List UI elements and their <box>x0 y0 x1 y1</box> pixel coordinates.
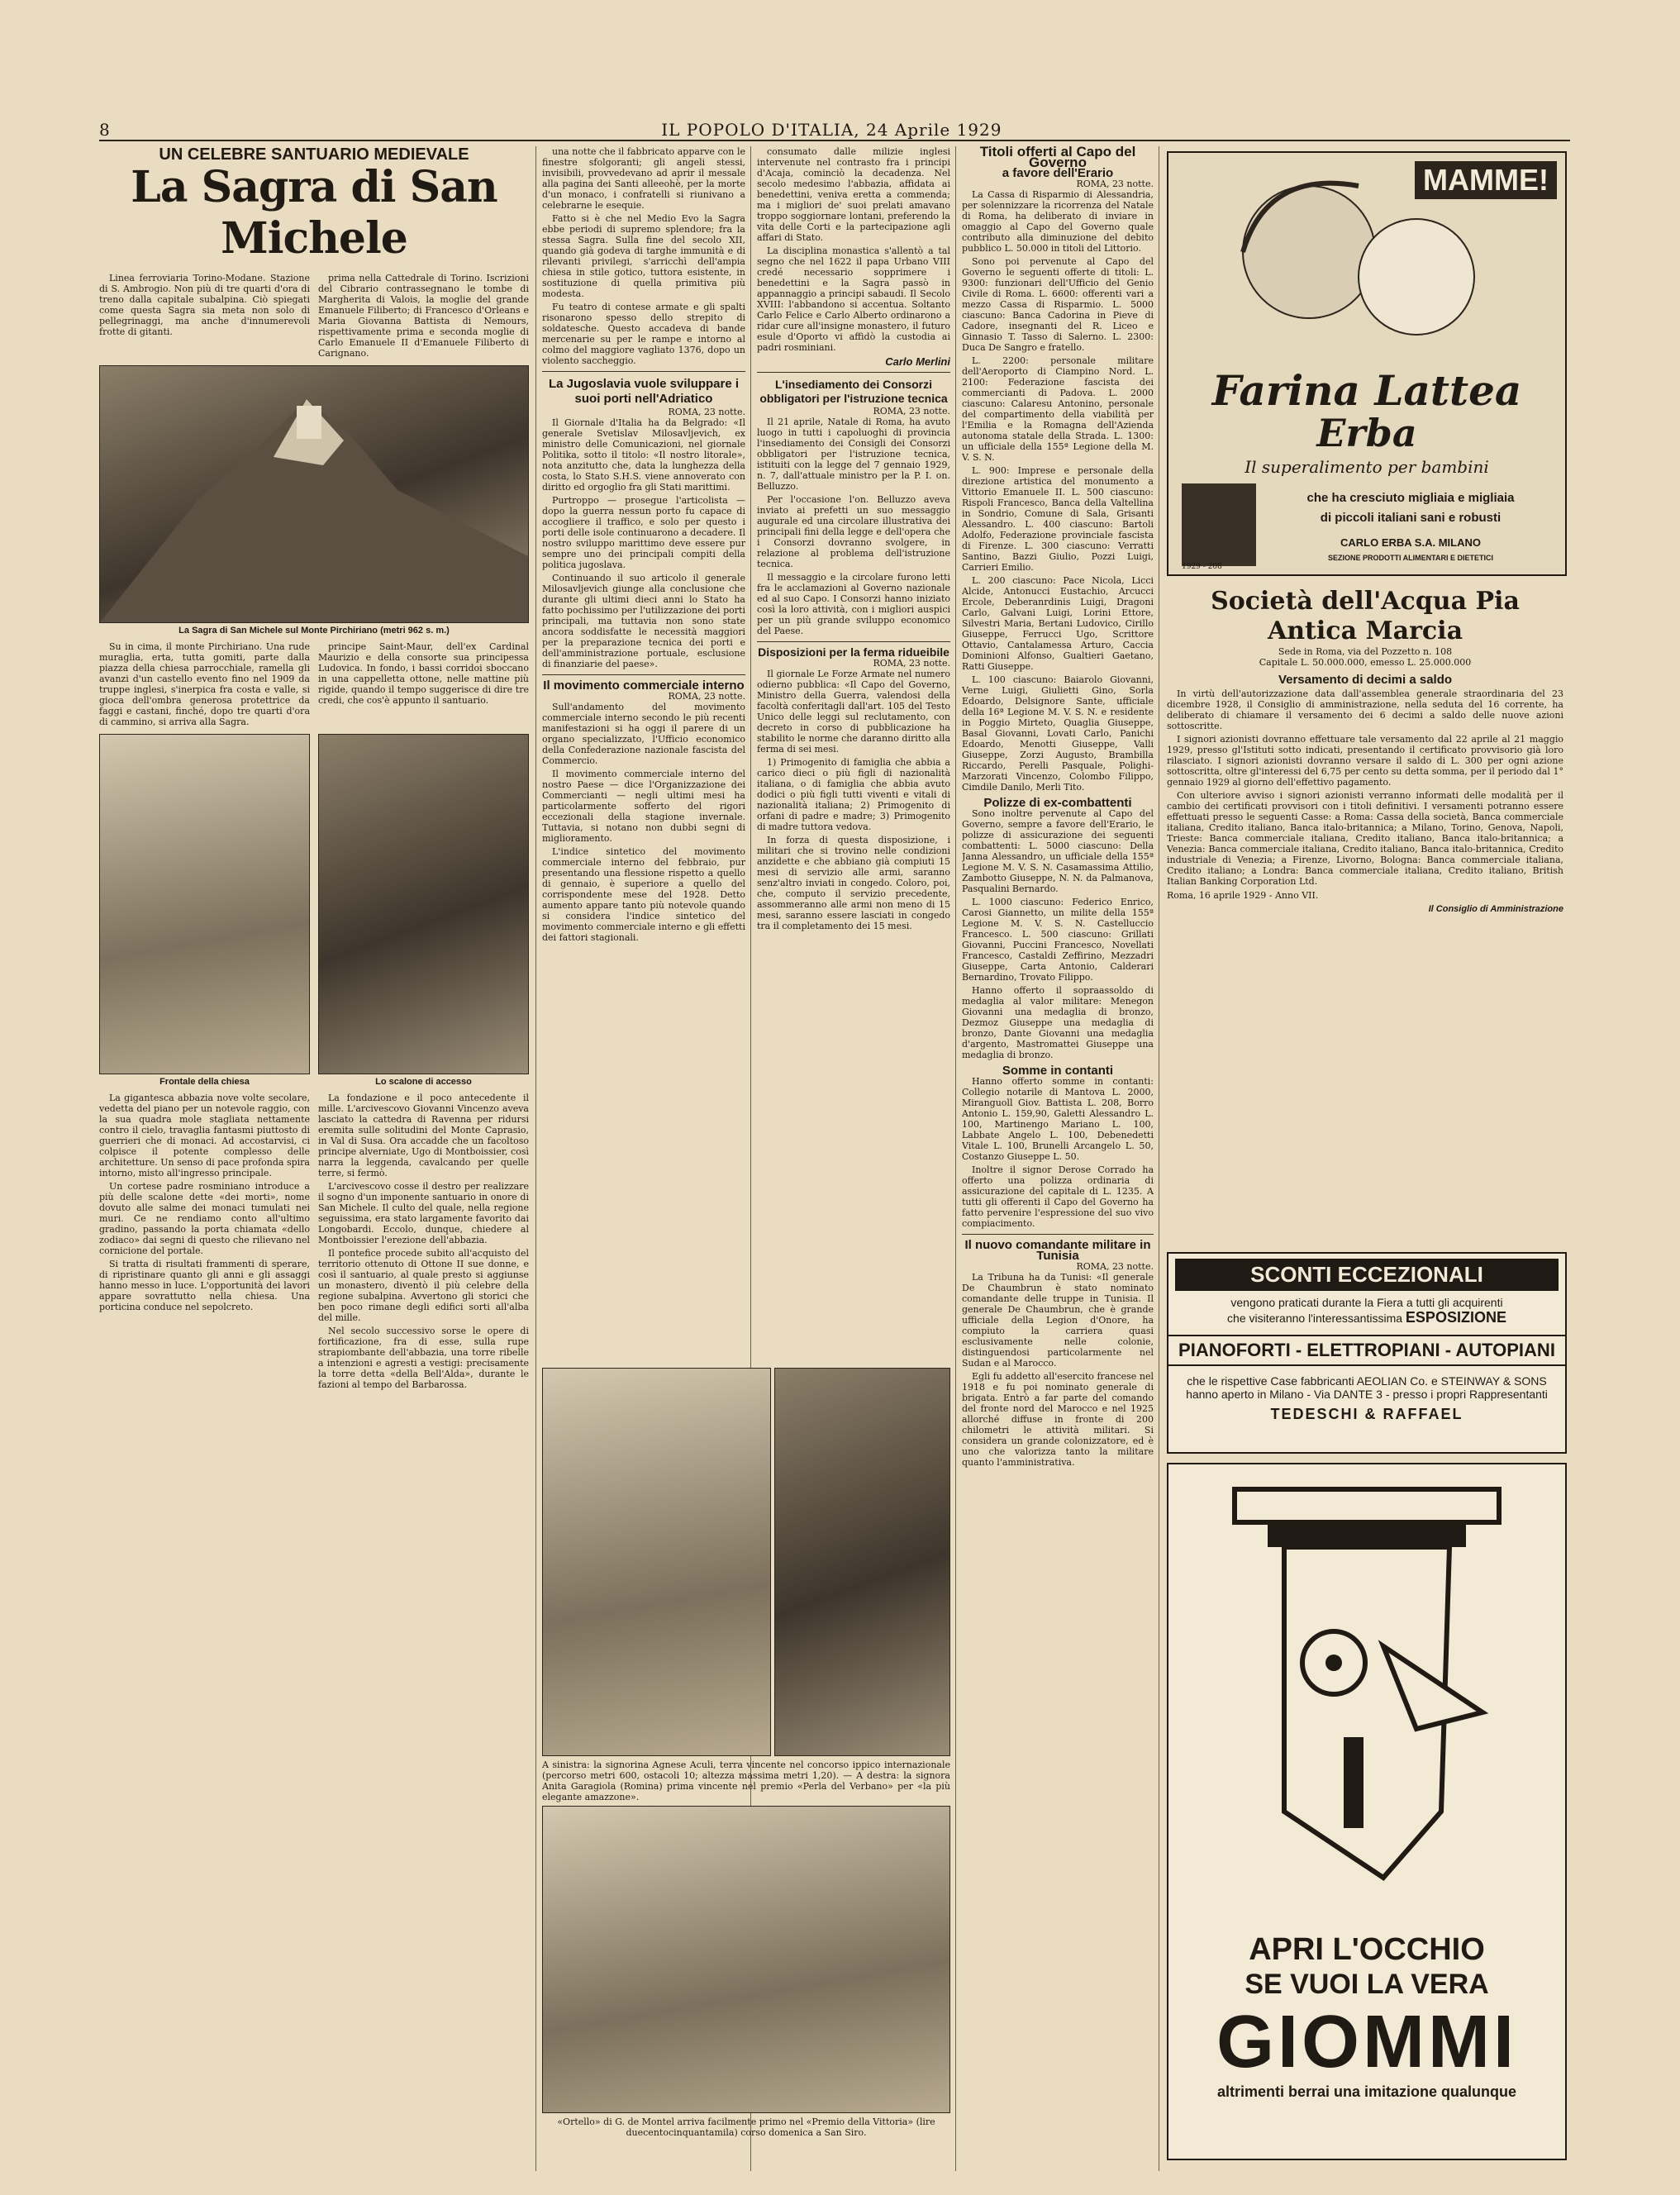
acqua-date: Roma, 16 aprile 1929 - Anno VII. <box>1167 890 1319 901</box>
polizze-text: Sono inoltre pervenute al Capo del Governo, sempre a favore dell'Erario, le polizze di assicurazione dei seguenti combattenti: L. 5000 ciascuno: Della Janna Alessandro, un ufficiale della 155ª Legione M. V. S. N. Casamassima Attilio, Zambotto Giuseppe, N. N. da Palmanova, Pasqualini Bernardo. <box>962 808 1154 894</box>
movimento-text: L'indice sintetico del movimento commerciale interno del febbraio, pur presentando una flessione rispetto a quello di gennaio, è superiore a quello del corrispondente mese del 1928. Detto aumento appare tanto più notevole quando si considera l'indice sintetico del movimento commerciale interno e gli effetti dei fattori stagionali. <box>542 846 745 943</box>
giommi-line: APRI L'OCCHIO <box>1249 1932 1485 1967</box>
titoli-text: L. 100 ciascuno: Baiarolo Giovanni, Verne Luigi, Giulietti Gino, Sorla Edoardo, Delsignore Sante, ufficiale della 16ª Legione M. V. S. N. e residente in Poggio Mirteto, Quaglia Giuseppe, Basal Giovanni, Lovati Carlo, Panichi Edoardo, Menotti Giuseppe, Valli Giuseppe, Zorzi Augusto, Brambilla Riccardo, Perelli Pasquale, Polighi-Marzorati Vincenzo, Colombo Filippo, Cimdile Danilo, Merli Tito. <box>962 674 1154 793</box>
somme-text: Hanno offerto somme in contanti: Collegio notarile di Mantova L. 2000, Miranguoll Giov. Battista L. 208, Borro Antonio L. 159,90, Galetti Alessandro L. 100, Martinengo Mariano L. 100, Labbate Angelo L. 100, Debenedetti Vitale L. 100, Brunelli Arcangelo L. 50, Costanzo Giuseppe L. 50. <box>962 1076 1154 1162</box>
sconti-line: vengono praticati durante la Fiera a tutti gli acquirenti <box>1230 1296 1503 1309</box>
page-number: 8 <box>99 120 110 140</box>
movimento-text: Sull'andamento del movimento commerciale interno secondo le più recenti manifestazioni si ha oggi il parere di un organo specializzato, l'Ufficio economico della Confederazione nazionale fascista del Commercio. <box>542 702 745 766</box>
photo-caption: «Ortello» di G. de Montel arriva facilmente primo nel «Premio della Vittoria» (lire duecentocinquantamila) corso domenica a San Siro. <box>557 2116 935 2138</box>
sconti-products: PIANOFORTI - ELETTROPIANI - AUTOPIANI <box>1168 1335 1565 1366</box>
ad-code: 1929 - 208 <box>1182 563 1222 571</box>
sconti-expo: ESPOSIZIONE <box>1405 1309 1506 1326</box>
sagra-byline: Carlo Merlini <box>885 355 950 368</box>
product-tin <box>1182 483 1256 566</box>
sagra-caption-main: La Sagra di San Michele sul Monte Pirchiriano (metri 962 s. m.) <box>178 626 450 636</box>
horse-jump-photo <box>542 1368 771 1756</box>
acqua-text: Con ulteriore avviso i signori azionisti verranno informati delle modalità per il cambio dei certificati provvisori con i titoli definitivi. I versamenti potranno essere effettuati presso le seguenti Casse: a Roma: Cassa della società, Banca commerciale italiana, Credito italiano, Banca italo-britannica; a Milano, Torino, Genova, Napoli, Trieste: Banca commerciale italiana, Credito italiano, Banca italo-britannica; a Venezia: Banca commerciale italiana, Credito italiano, Banca italo-britannica, Credito industriale di Venezia; a Firenze, Livorno, Bologna: Banca commerciale italiana, Credito italiano; a Londra: Banca commerciale italiana, Credito italiano, British Italian Banking Corporation Ltd. <box>1167 790 1563 887</box>
dateline: ROMA, 23 notte. <box>873 406 950 417</box>
ad-slogan: Il superalimento per bambini <box>1245 457 1489 477</box>
jugoslavia-text: Continuando il suo articolo il generale Milosavljevich giunge alla conclusione che durante gli ultimi dieci anni lo Stato ha fatto pochissimo per l'utilizzazione dei porti principali, ma tuttavia non sono state ancora soddisfatte le necessità maggiori per la preparazione tecnica dei porti e dell'amministrazione portuale, esclusione di finanziarie del paese». <box>542 573 745 669</box>
jugoslavia-text: Purtroppo — prosegue l'articolista — dopo la guerra nessun porto fu capace di accogliere il traffico, e solo per questo i porti delle isole continuarono a decadere. Il nostro sviluppo marittimo deve essere pur sempre uno dei principali compiti della politica jugoslava. <box>542 495 745 570</box>
sconti-line: che visiteranno l'interessantissima <box>1227 1312 1403 1325</box>
dateline: ROMA, 23 notte. <box>1076 179 1154 189</box>
sagra-text: Si tratta di risultati frammenti di sperare, di ripristinare quanto gli anni e gli assaggi hanno messo in luce. L'opportunità dei lavori appare sovrattutto nella chiesa. Una porticina conduce nel sepolcreto. <box>99 1259 310 1312</box>
giommi-ad <box>1167 1463 1567 2160</box>
polizze-headline: Polizze di ex-combattenti <box>983 796 1132 810</box>
photo-caption: Lo scalone di accesso <box>375 1077 472 1087</box>
somme-text: Inoltre il signor Derose Corrado ha offerto una polizza ordinaria di assicurazione del capitale di L. 1235. A tutti gli offerenti il Capo del Governo ha fatto pervenire l'espressione del suo vivo compiacimento. <box>962 1164 1154 1229</box>
ferma-text: 1) Primogenito di famiglia che abbia a carico dieci o più figli di nazionalità italiana, o di famiglia che abbia avuto dodici o più figli tutti viventi e vitali di nazionalità italiana; 2) Primogenito di orfani di padre e madre; 3) Primogenito di madre tuttora vedova. <box>757 757 950 832</box>
sagra-text: principe Saint-Maur, dell'ex Cardinal Maurizio e della consorte sua principessa Ludovica. In fondo, i bassi corridoi sboccano in una cappelletta ottone, nelle mattine più rigide, quando il tempo suggerisce di dire tre credi, che cos'è appunto il santuario. <box>318 641 529 706</box>
ferma-headline: Disposizioni per la ferma ridueibile <box>758 645 949 659</box>
mountain-illustration <box>100 366 528 622</box>
movimento-text: Il movimento commerciale interno del nostro Paese — dice l'Organizzazione dei Commercianti — negli ultimi mesi ha particolarmente sofferto del rigori eccezionali della stagione invernale. Tuttavia, si notano non dubbi segni di miglioramento. <box>542 769 745 844</box>
newspaper-page <box>99 103 1570 2178</box>
acqua-text: In virtù dell'autorizzazione data dall'assemblea generale straordinaria del 23 dicembre 1928, il Consiglio di amministrazione, nella seduta del 16 corrente, ha deliberato di chiamare il versamento dei 6 decimi a saldo delle nuove azioni sottoscritte. <box>1167 688 1563 731</box>
sagra-text: prima nella Cattedrale di Torino. Iscrizioni del Cibrario contrassegnano le tombe di Margherita di Valois, la moglie del grande Emanuele Filiberto; di Francesco d'Orleans e Maria Giovanna Battista di Nemours, rispettivamente prima e seconda moglie di Carlo Emanuele II d'Emanuele Filiberto di Carignano. <box>318 273 529 359</box>
column-4 <box>757 146 950 1361</box>
giommi-brand: GIOMMI <box>1216 2001 1517 2083</box>
acqua-subhead: Versamento di decimi a saldo <box>1278 673 1453 687</box>
sconti-ad <box>1167 1252 1567 1454</box>
scalone-photo <box>318 734 529 1074</box>
brand-erba: Erba <box>1316 411 1417 455</box>
sagra-text: La fondazione e il poco antecedente il mille. L'arcivescovo Giovanni Vincenzo aveva lasciato la cattedra di Ravenna per ridursi eremita sulle solitudini del Monte Caprasio, in Val di Susa. Ora accadde che un facoltoso principe alverniate, Ugo di Montboissier, così narra la leggenda, cavalcando per quelle terre, si fermò. <box>318 1093 529 1178</box>
sagra-text: Su in cima, il monte Pirchiriano. Una rude muraglia, erta, tutta gomiti, parte dalla piazza della chiesa parrocchiale, ramella gli avanzi d'un castello evento fino nel 1909 da truppe inglesi, s'inerpica fra costa e valle, si gioca dell'ombra generosa protettrice da faggi e castani, finché, dopo tre quarti d'ora di cammino, si arriva alla Sagra. <box>99 641 310 727</box>
dateline: ROMA, 23 notte. <box>873 658 950 669</box>
titoli-subhead: a favore dell'Erario <box>1002 166 1114 180</box>
photo-caption: A sinistra: la signorina Agnese Aculi, terra vincente nel concorso ippico internazionale (percorso metri 600, ostacoli 10; altezza massima metri 1,20). — A destra: la signora Anita Garagiola (Romina) prima vincente nel premio «Perla del Verbano» per «la più elegante amazzone». <box>542 1759 950 1802</box>
consorzi-text: Il messaggio e la circolare furono letti fra le acclamazioni al Governo nazionale ed al suo Capo. I Consorzi hanno iniziato così la loro attività, con i migliori auspici per un più grande sviluppo economico del Paese. <box>757 572 950 636</box>
ad-line: di piccoli italiani sani e robusti <box>1320 511 1502 525</box>
sagra-monte-photo <box>99 365 529 623</box>
giommi-line: altrimenti berrai una imitazione qualunque <box>1216 2083 1517 2100</box>
consorzi-text: Per l'occasione l'on. Belluzzo aveva inviato ai prefetti un suo messaggio augurale ed una circolare illustrativa dei principali fini della legge e dell'opera che i Consorzi dovranno svolgere, in relazione al problema dell'istruzione tecnica. <box>757 494 950 569</box>
titoli-text: Sono poi pervenute al Capo del Governo le seguenti offerte di titoli: L. 9300: funzionari dell'Ufficio del Genio Civile di Roma. L. 6600: offerenti vari a mezzo Cassa di Risparmio. L. 5000 ciascuno: Banca Cadorina in Pieve di Cadore, insegnanti del R. Liceo e Ginnasio T. Tasso di Salerno. L. 2300: Duca De Sangro e fratello. <box>962 256 1154 353</box>
horse-photos <box>542 1368 950 2161</box>
frontale-chiesa-photo <box>99 734 310 1074</box>
sagra-text: Fatto si è che nel Medio Evo la Sagra ebbe periodi di supremo splendore; fra la stessa Sagra. Sulla fine del secolo XII, quando già godeva di targhe immunità e di rilevanti privilegi, s'arricchì dell'ampia chiesa in stile gotico, tuttora esistente, in sostituzione di quella primitiva più modesta. <box>542 213 745 299</box>
acqua-headline: Società dell'Acqua Pia Antica Marcia <box>1211 587 1520 645</box>
sagra-text: Un cortese padre rosminiano introduce a più delle scalone dette «dei morti», nome dovuto alle salme dei monaci tumulati nei muri. Ce ne rendiamo conto all'ultimo gradino, passando la porta chiamata «dello zodiaco» dai segni di questo che rilievano nel cornicione del portale. <box>99 1181 310 1256</box>
newspaper-title: IL POPOLO D'ITALIA, 24 Aprile 1929 <box>661 120 1002 140</box>
sagra-text: Il pontefice procede subito all'acquisto del territorio ottenuto di Ottone II sue donne, e così il santuario, al quale presto si aggiunse un monastero, diventò il più celebre della regione subalpina. Avvertono gli storici che ben poco rimane degli edifici sorti all'alba del mille. <box>318 1248 529 1323</box>
ad-line: che ha cresciuto migliaia e migliaia <box>1306 491 1515 505</box>
jugoslavia-text: Il Giornale d'Italia ha da Belgrado: «Il generale Svetislav Milosavljevich, ex ministro delle Comunicazioni, nel giornale Politika, sotto il titolo: «Il nostro litorale», nota anzitutto che, data la lunghezza della costa, lo Stato S.H.S. viene annoverato con diritto ed orgoglio fra gli Stati marittimi. <box>542 417 745 493</box>
mother-child-illustration <box>1168 153 1565 368</box>
jugoslavia-headline: La Jugoslavia vuole sviluppare i suoi porti nell'Adriatico <box>548 377 740 406</box>
sagra-text: Fu teatro di contese armate e gli spalti risonarono spesso dello strepito di soldatesche. Questo accadeva di bande mercenarie su per le rampe e intorno al colmo del maggiore vagliato 1376, dopo un violento saccheggio. <box>542 302 745 366</box>
polizze-text: Hanno offerto il sopraassoldo di medaglia al valor militare: Menegon Giovanni una medaglia di bronzo, Dezmoz Giuseppe una medaglia di bronzo, Dante Giovanni una medaglia d'argento, Mastromattei Giuseppe una medaglia di bronzo. <box>962 985 1154 1060</box>
titoli-text: L. 2200: personale militare dell'Aeroporto di Ciampino Nord. L. 2100: Federazione fascista dei commercianti di Padova. L. 2000 ciascuno: Calaresu Antonino, personale del compartimento della viabilità per l'Emilia e la Romagna dell'Azienda autonoma statale della Strada. L. 1300: un ufficiale della 155ª Legione della M. V. S. N. <box>962 355 1154 463</box>
tunisia-headline: Il nuovo comandante militare in Tunisia <box>964 1238 1151 1263</box>
consorzi-headline: L'insediamento dei Consorzi obbligatori per l'istruzione tecnica <box>759 378 948 405</box>
ad-company: CARLO ERBA S.A. MILANO <box>1340 536 1481 549</box>
titoli-text: L. 200 ciascuno: Pace Nicola, Licci Alcide, Antonucci Eustachio, Arcucci Ercole, Deberanrdinis Luigi, Dragoni Carlo, Galvani Luigi, Lorini Ettore, Silvestri Maria, Bertani Ludovico, Cirillo Giuseppe, Ferrucci Ugo, Scrittore Ottavio, Cantalamessa Arturo, Caccia Dominioni Alfonso, Gualtieri Gaetano, Ratti Giuseppe. <box>962 575 1154 672</box>
sconti-firm: TEDESCHI & RAFFAEL <box>1270 1406 1463 1422</box>
acqua-info: Capitale L. 50.000.000, emesso L. 25.000.000 <box>1259 657 1472 668</box>
column-rule <box>955 146 956 2171</box>
giommi-line: SE VUOI LA VERA <box>1245 1969 1489 2000</box>
polizze-text: L. 1000 ciascuno: Federico Enrico, Carosi Giannetto, un milite della 155ª Legione M. V. S. N. Castelluccio Francesco. L. 500 ciascuno: Grillati Giovanni, Puccini Francesco, Novellati Francesco, Castaldi Zeffirino, Mezzadri Giuseppe, Carta Antonio, Calderari Bernardino, Trovato Filippo. <box>962 897 1154 983</box>
farina-lattea-ad <box>1167 151 1567 576</box>
sagra-text: Nel secolo successivo sorse le opere di fortificazione, fra di esse, sulla rupe strapiombante dell'abbazia, una torre ribelle a intenzioni e agresti a vestigi: precisamente la torre detta «della Bell'Alda», durante le fazioni al tempo del Barbarossa. <box>318 1326 529 1390</box>
sagra-text: La gigantesca abbazia nove volte secolare, vedetta del piano per un notevole raggio, con la sua quadra mole stagliata nettamente contro il cielo, travaglia fantasmi piuttosto di guerrieri che di monaci. Ad accostarvisi, ci colpisce il potente complesso delle architetture. Un senso di pace profonda spira intorno, misto all'ingresso principale. <box>99 1093 310 1178</box>
sagra-text: consumato dalle milizie inglesi intervenute nel contrasto fra i principi d'Acaja, cominciò la decadenza. Nel secolo medesimo l'abbazia, affidata ai benedettini, veniva eretta a commenda; ma i migliori de' suoi prelati amavano troppo soggiornare lontani, preferendo la vita delle Corti e la partecipazione agli affari di Stato. <box>757 146 950 243</box>
tunisia-text: Egli fu addetto all'esercito francese nel 1918 e fu poi nominato generale di brigata. Entrò a far parte del comando del fronte nord del Marocco e nel 1925 allorché diffuse in fronte di 200 chilometri le attività militari. Si considera un grande colonizzatore, ed è uno che valorizza tanto la militare quanto l'amministrativa. <box>962 1371 1154 1468</box>
dateline: ROMA, 23 notte. <box>1076 1261 1154 1272</box>
ferma-text: Il giornale Le Forze Armate nel numero odierno pubblica: «Il Capo del Governo, Ministro della Guerra, valendosi della facoltà conferitagli dall'art. 105 del Testo Unico delle leggi sul reclutamento, con decreto in corso di pubblicazione ha stabilito le norme che daranno diritto alla ferma di sei mesi. <box>757 669 950 755</box>
movimento-headline: Il movimento commerciale interno <box>543 678 745 693</box>
sagra-article <box>99 146 529 2171</box>
dateline: ROMA, 23 notte. <box>668 407 745 417</box>
brand-farina-lattea: Farina Lattea <box>1211 366 1522 415</box>
masthead <box>99 120 1570 141</box>
sagra-intro: Linea ferroviaria Torino-Modane. Stazione di S. Ambrogio. Non più di tre quarti d'ora di treno dalla capitale subalpina. Ciò spiegati come questa Sagra sia meta non solo di pellegrinaggi, ma anche d'innumerevoli frotte di gitanti. <box>99 273 310 337</box>
acqua-notice <box>1167 587 1563 1240</box>
column-rule <box>535 146 536 2171</box>
sagra-kicker: UN CELEBRE SANTUARIO MEDIEVALE <box>159 146 469 164</box>
titoli-headline: Titoli offerti al Capo del Governo <box>979 146 1136 170</box>
sagra-text: una notte che il fabbricato apparve con le finestre sfolgoranti; gli angeli stessi, invisibili, provvedevano ad aprir il messale alla pagina dei Santi alleeohè, per la morte d'un monaco, i confratelli si riunivano a celebrarne le esequie. <box>542 146 745 211</box>
consorzi-text: Il 21 aprile, Natale di Roma, ha avuto luogo in tutti i capoluoghi di provincia l'insediamento dei Consigli dei Consorzi obbligatori per l'istruzione tecnica, istituiti con la legge del 7 gennaio 1929, n. 7, dall'attuale ministro per la P. I. on. Belluzzo. <box>757 417 950 492</box>
photo-caption: Frontale della chiesa <box>159 1077 250 1087</box>
column-5 <box>962 146 1154 2171</box>
horse-race-photo <box>542 1806 950 2113</box>
acqua-info: Sede in Roma, via del Pozzetto n. 108 <box>1278 646 1453 657</box>
sagra-headline: La Sagra di San Michele <box>131 162 497 264</box>
giommi-face-illustration <box>1168 1464 1565 1927</box>
acqua-signature: Il Consiglio di Amministrazione <box>1428 904 1563 914</box>
sagra-text: La disciplina monastica s'allentò a tal segno che nel 1622 il papa Urbano VIII credé necessario sopprimere i benedettini e la Sagra passò in appannaggio a principi sabaudi. Il Secolo XVIII: l'abbandono si accentua. Soltanto Carlo Felice e Carlo Alberto ordinarono a ridar cure all'insigne monastero, il futuro esule d'Oporto vi affidò la custodia ai padri rosminiani. <box>757 245 950 353</box>
sconti-headline: SCONTI ECCEZIONALI <box>1175 1259 1559 1291</box>
sconti-line: che le rispettive Case fabbricanti AEOLIAN Co. e STEINWAY & SONS hanno aperto in Milano - Via DANTE 3 - presso i propri Rappresentanti <box>1186 1374 1548 1401</box>
ferma-text: In forza di questa disposizione, i militari che si trovino nelle condizioni anzidette e che abbiano già compiuti 15 mesi di servizio alle armi, saranno senz'altro inviati in congedo. Coloro, poi, che, computo il servizio precedente, assommeranno alle armi non meno di 15 mesi, saranno essere lasciati in congedo tra il completamento dei 15 mesi. <box>757 835 950 931</box>
sagra-text: L'arcivescovo cosse il destro per realizzare il sogno d'un imponente santuario in onore di San Michele. Il culto del quale, nella regione seguissima, era stato largamente favorito dai Longobardi. Eccolo, dunque, chiedere al Montboissier l'erezione dell'abbazia. <box>318 1181 529 1245</box>
dateline: ROMA, 23 notte. <box>668 691 745 702</box>
somme-headline: Somme in contanti <box>1002 1064 1114 1078</box>
titoli-text: L. 900: Imprese e personale della direzione artistica del monumento a Vittorio Emanuele II. L. 500 ciascuno: Rispoli Francesco, Banca della Valtellina in Sondrio, Comune di Sala, Grisanti Alessandro. L. 400 ciascuno: Bartoli Adolfo, Federazione provinciale fascista di Firenze. L. 300 ciascuno: Verratti Santino, Bazzi Giulio, Pozzi Luigi, Carrieri Emilio. <box>962 465 1154 573</box>
ad-division: SEZIONE PRODOTTI ALIMENTARI E DIETETICI <box>1327 554 1493 562</box>
ad-banner: MAMME! <box>1415 161 1557 199</box>
tunisia-text: La Tribuna ha da Tunisi: «Il generale De Chaumbrun è stato nominato comandante delle truppe in Tunisia. Il generale De Chaumbrun, che è grande ufficiale della Legion d'Onore, ha compiuto la carriera quasi esclusivamente nelle colonie, distinguendosi particolarmente nel Sudan e al Marocco. <box>962 1272 1154 1369</box>
acqua-text: I signori azionisti dovranno effettuare tale versamento dal 22 aprile al 21 maggio 1929, presso gl'Istituti sotto indicati, presentando il certificato provvisorio già loro rilasciato. I signori azionisti dovranno versare il saldo di L. 300 per ogni azione sottoscritta, oltre gl'interessi del 6,75 per cento su detta somma, per il periodo dal 1° gennaio 1929 al giorno dell'effettivo pagamento. <box>1167 734 1563 788</box>
titoli-text: La Cassa di Risparmio di Alessandria, per solennizzare la ricorrenza del Natale di Roma, ha deliberato di inviare in omaggio al Capo del Governo quale contributo alla diminuzione del debito pubblico L. 50.000 in titoli del Littorio. <box>962 189 1154 254</box>
amazzone-photo <box>774 1368 950 1756</box>
